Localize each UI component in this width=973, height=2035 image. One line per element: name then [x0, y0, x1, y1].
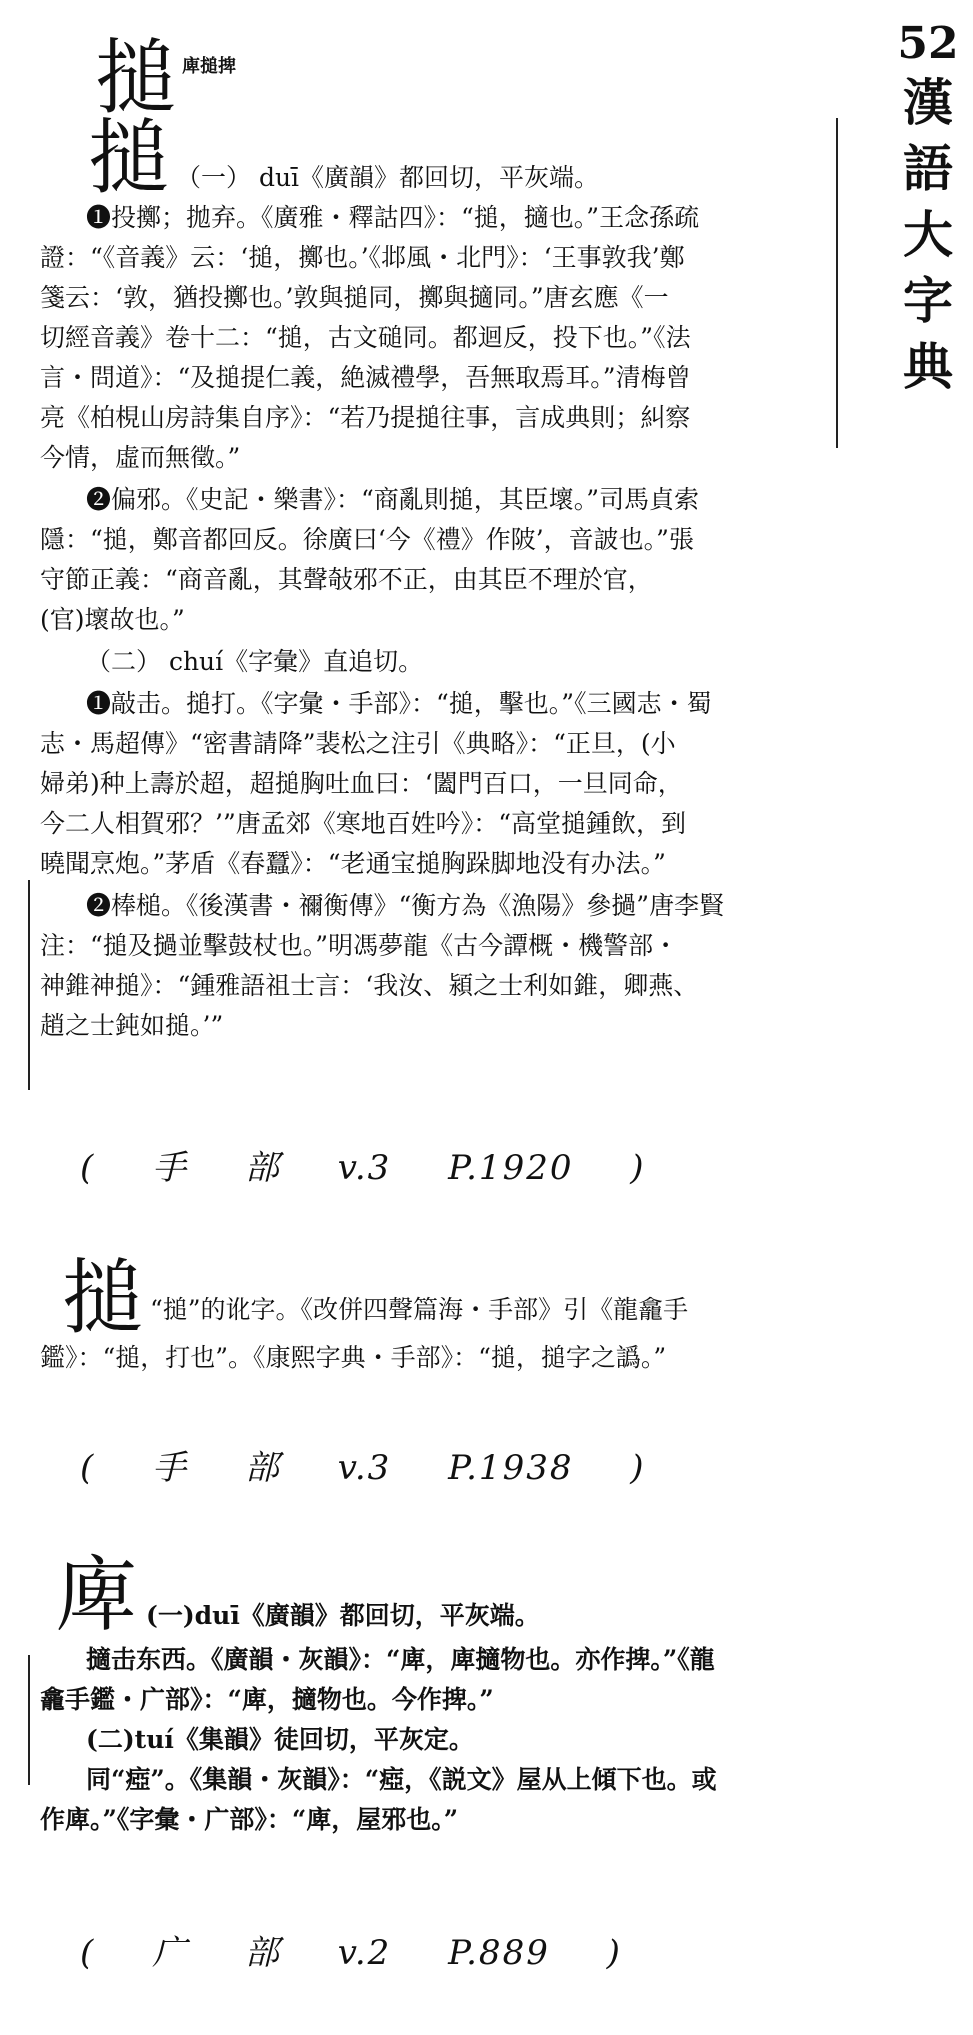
ref-part: 手 [152, 1148, 189, 1188]
ref-part: ( [80, 1148, 96, 1188]
text-line: （二） chuí《字彙》直追切。 [86, 647, 424, 676]
title-char: 大 [903, 205, 953, 264]
text-line: 作庳。”《字彙・广部》：“庳，屋邪也。” [40, 1805, 459, 1834]
text-line: ❶投擲；拋弃。《廣雅・釋詁四》：“搥，擿也。”王念孫疏 [86, 203, 700, 232]
ref-part: ( [80, 1933, 96, 1973]
ref-part: P.1938 [448, 1448, 574, 1488]
entry2-line: “搥”的讹字。《改併四聲篇海・手部》引《龍龕手 [150, 1295, 689, 1324]
text-line: 今情，虛而無徵。” [40, 443, 241, 472]
entry1-sense2 [40, 480, 830, 640]
text-line: 切經音義》卷十二：“搥，古文磓同。都迴反，投下也。”《法 [40, 323, 691, 352]
ref-part: 手 [152, 1448, 189, 1488]
handwritten-reference [80, 1140, 690, 1189]
ref-part: P.889 [448, 1933, 550, 1973]
ref-part: ( [80, 1448, 96, 1488]
ref-part: 广 [152, 1933, 189, 1973]
title-char: 典 [903, 337, 953, 396]
text-line: 隱：“搥，鄭音都回反。徐廣曰‘今《禮》作陂’，音詖也。”張 [40, 525, 694, 554]
text-line: ❷偏邪。《史記・樂書》：“商亂則搥，其臣壞。”司馬貞索 [86, 485, 700, 514]
headword-main: 搥 [88, 111, 171, 206]
ref-part: v.3 [337, 1448, 392, 1488]
text-line: 曉聞烹炮。”茅盾《春蠶》：“老通宝搥胸跺脚地没有办法。” [40, 849, 666, 878]
text-line: (官)壞故也。” [40, 605, 185, 634]
text-line: 亮《柏梘山房詩集自序》：“若乃提搥往事，言成典則；糾察 [40, 403, 691, 432]
scan-border-line [28, 880, 30, 1090]
dictionary-title [897, 18, 959, 400]
text-line: 志・馬超傳》“密書請降”裴松之注引《典略》：“正旦，(小 [40, 729, 676, 758]
entry1-sense1 [40, 198, 830, 478]
text-line: 言・問道》：“及搥提仁義，絶滅禮學，吾無取焉耳。”清梅曾 [40, 363, 691, 392]
entry1-sense4 [40, 886, 830, 1046]
text-line: 箋云：‘敦，猶投擲也。’敦與搥同，擲與擿同。”唐玄應《一 [40, 283, 669, 312]
headword-top: 搥 [95, 31, 178, 126]
entry1-reading2 [40, 642, 830, 682]
text-line: 同“瘂”。《集韻・灰韻》：“瘂，《説文》屋从上傾下也。或 [86, 1765, 717, 1794]
scan-border-line [836, 118, 838, 448]
handwritten-reference [80, 1440, 690, 1489]
entry1-reading1: （一） duī《廣韻》都回切，平灰端。 [176, 163, 600, 192]
text-line: 守節正義：“商音亂，其聲敧邪不正，由其臣不理於官， [40, 565, 653, 594]
ref-part: v.2 [337, 1933, 392, 1973]
headword: 庳 [55, 1548, 138, 1643]
title-char: 字 [903, 271, 953, 330]
headword: 搥 [62, 1251, 145, 1346]
title-char: 漢 [903, 73, 953, 132]
text-line: ❷棒槌。《後漢書・禰衡傳》“衡方為《漁陽》參撾”唐李賢 [86, 891, 725, 920]
page-number: 52 [897, 18, 959, 69]
ref-part: 部 [244, 1448, 281, 1488]
text-line: 龕手鑑・广部》：“庳，擿物也。今作捭。” [40, 1685, 494, 1714]
ref-part: P.1920 [448, 1148, 574, 1188]
text-line: 婦弟)种上壽於超，超搥胸吐血曰：‘闔門百口，一旦同命， [40, 769, 683, 798]
entry3-body [40, 1640, 830, 1840]
ref-part: 部 [244, 1933, 281, 1973]
text-line: 今二人相賀邪？’”唐孟郊《寒地百姓吟》：“高堂搥鍾飲，到 [40, 809, 687, 838]
text-line: 擿击东西。《廣韻・灰韻》：“庳，庳擿物也。亦作捭。”《龍 [86, 1645, 715, 1674]
text-line: 趙之士鈍如搥。’” [40, 1011, 224, 1040]
title-char: 語 [903, 139, 953, 198]
entry1-sense3 [40, 684, 830, 884]
ref-part: 部 [244, 1148, 281, 1188]
text-line: (二)tuí《集韻》徒回切，平灰定。 [86, 1725, 474, 1754]
text-line: 證：“《音義》云：‘搥，擲也。’《邶風・北門》：‘王事敦我’鄭 [40, 243, 685, 272]
entry3-reading1: (一)duī《廣韻》都回切，平灰端。 [146, 1601, 540, 1630]
handwritten-reference [80, 1925, 666, 1974]
ref-part: ) [630, 1148, 646, 1188]
text-line: ❶敲击。搥打。《字彙・手部》：“搥，擊也。”《三國志・蜀 [86, 689, 712, 718]
ref-part: ) [606, 1933, 622, 1973]
scan-border-line [28, 1655, 30, 1785]
entry2-line: 鑑》：“搥，打也”。《康熙字典・手部》：“搥，搥字之譌。” [40, 1343, 667, 1372]
text-line: 神錐神搥》：“鍾雅語祖士言：‘我汝、潁之士利如錐，卿燕、 [40, 971, 699, 1000]
cross-reference: 庳搥捭 [182, 56, 236, 77]
ref-part: ) [630, 1448, 646, 1488]
ref-part: v.3 [337, 1148, 392, 1188]
text-line: 注：“搥及撾並擊鼓杖也。”明馮夢龍《古今譚概・機警部・ [40, 931, 679, 960]
